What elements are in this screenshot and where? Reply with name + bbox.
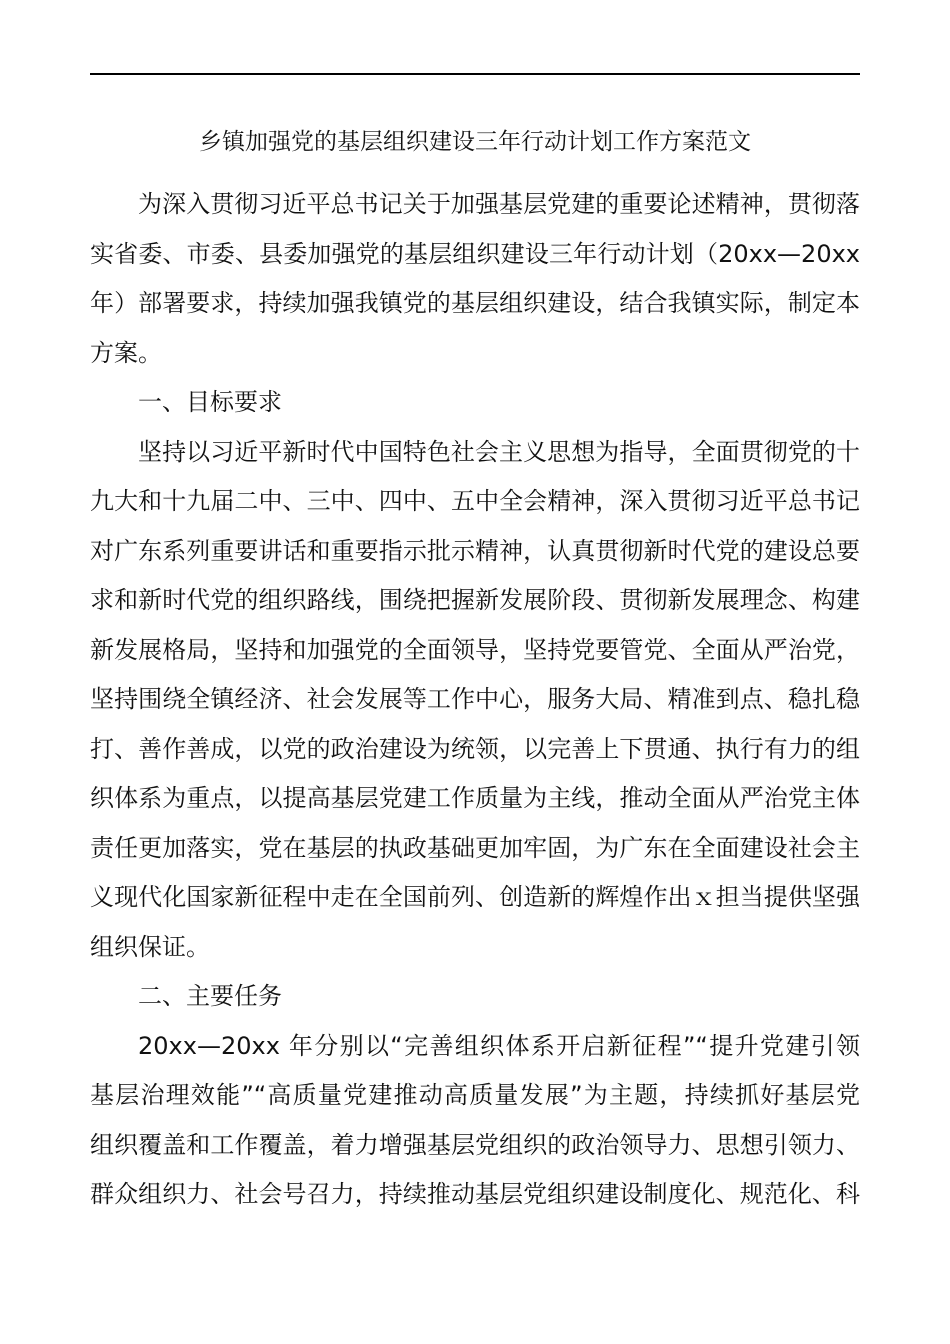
section-heading: 一、目标要求 [138,388,282,416]
paragraph-line: 为深入贯彻习近平总书记关于加强基层党建的重要论述精神，贯彻落 [138,190,860,218]
paragraph-line: 实省委、市委、县委加强党的基层组织建设三年行动计划（20xx—20xx [90,239,860,268]
paragraph-line: 织体系为重点，以提高基层党建工作质量为主线，推动全面从严治党主体 [90,784,860,812]
paragraph-line: 打、善作善成，以党的政治建设为统领，以完善上下贯通、执行有力的组 [90,734,860,763]
paragraph-line: 九大和十九届二中、三中、四中、五中全会精神，深入贯彻习近平总书记 [90,487,860,515]
section-heading: 二、主要任务 [138,982,282,1010]
paragraph-line: 求和新时代党的组织路线，围绕把握新发展阶段、贯彻新发展理念、构建 [90,586,860,614]
paragraph-line: 责任更加落实，党在基层的执政基础更加牢固，为广东在全面建设社会主 [90,833,860,862]
paragraph-line: 坚持以习近平新时代中国特色社会主义思想为指导，全面贯彻党的十 [138,437,860,466]
document-title: 乡镇加强党的基层组织建设三年行动计划工作方案范文 [199,129,751,155]
paragraph-line: 20xx—20xx 年分别以“完善组织体系开启新征程”“提升党建引领 [138,1031,860,1060]
paragraph-line: 坚持围绕全镇经济、社会发展等工作中心，服务大局、精准到点、稳扎稳 [90,685,860,713]
header-rule [90,73,860,75]
document-body [90,180,860,1220]
paragraph-line: 义现代化国家新征程中走在全国前列、创造新的辉煌作出ｘ担当提供坚强 [90,883,860,911]
paragraph-line: 组织覆盖和工作覆盖，着力增强基层党组织的政治领导力、思想引领力、 [90,1130,860,1159]
paragraph-line: 年）部署要求，持续加强我镇党的基层组织建设，结合我镇实际，制定本 [90,289,860,317]
paragraph-line: 基层治理效能”“高质量党建推动高质量发展”为主题，持续抓好基层党 [90,1081,860,1109]
paragraph-line: 对广东系列重要讲话和重要指示批示精神，认真贯彻新时代党的建设总要 [90,536,860,565]
paragraph-line: 新发展格局，坚持和加强党的全面领导，坚持党要管党、全面从严治党， [90,635,860,664]
paragraph-line: 组织保证。 [90,932,210,961]
paragraph-line: 群众组织力、社会号召力，持续推动基层党组织建设制度化、规范化、科 [90,1180,860,1208]
paragraph-line: 方案。 [90,338,162,367]
